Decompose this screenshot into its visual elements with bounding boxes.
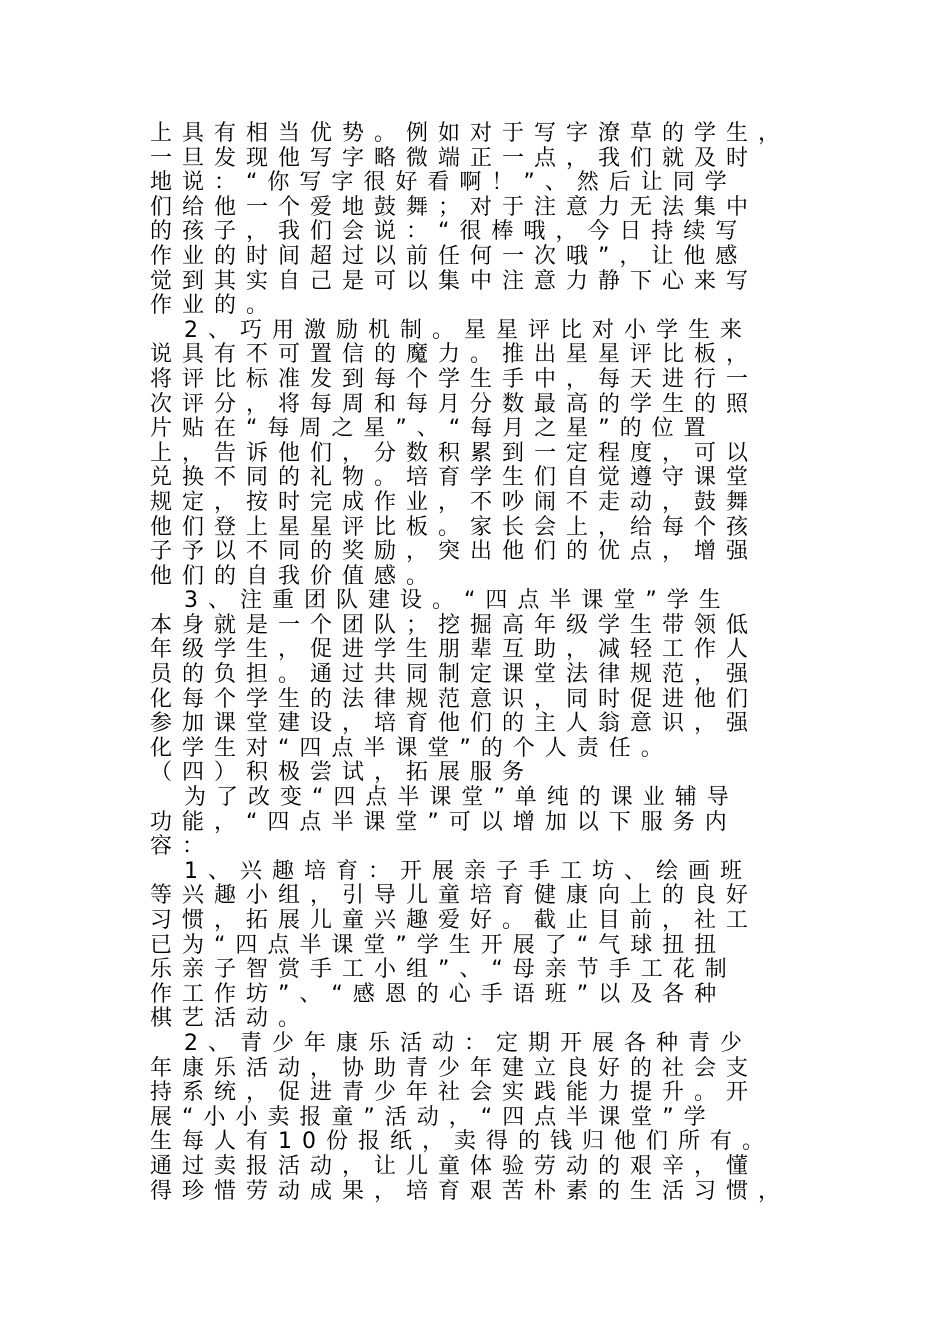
- text-line: 1、兴趣培育：开展亲子手工坊、绘画班: [150, 858, 752, 884]
- text-line: 作业的时间超过以前任何一次哦”，让他感: [150, 243, 748, 269]
- text-line: 乐亲子智赏手工小组”、“母亲节手工花制: [150, 957, 737, 983]
- text-line: 容：: [150, 834, 215, 860]
- text-line: 觉到其实自己是可以集中注意力静下心来写: [150, 268, 759, 294]
- text-line: 棋艺活动。: [150, 1006, 311, 1032]
- text-line: 持系统，促进青少年社会实践能力提升。开: [150, 1080, 759, 1106]
- text-line: 上，告诉他们，分数积累到一定程度，可以: [150, 440, 759, 466]
- text-line: 们给他一个爱地鼓舞；对于注意力无法集中: [150, 194, 759, 220]
- text-line: 片贴在“每周之星”、“每月之星”的位置: [150, 416, 716, 442]
- text-line: 子予以不同的奖励，突出他们的优点，增强: [150, 539, 759, 565]
- text-line: 本身就是一个团队；挖掘高年级学生带领低: [150, 612, 759, 638]
- section-heading: （四）积极尝试，拓展服务: [150, 760, 535, 786]
- text-line: 通过卖报活动，让儿童体验劳动的艰辛，懂: [150, 1153, 759, 1179]
- text-line: 次评分，将每周和每月分数最高的学生的照: [150, 391, 759, 417]
- text-line: 说具有不可置信的魔力。推出星星评比板，: [150, 342, 759, 368]
- text-line: 年级学生，促进学生朋辈互助，减轻工作人: [150, 637, 759, 663]
- text-line: 作工作坊”、“感恩的心手语班”以及各种: [150, 981, 727, 1007]
- text-line: 3、注重团队建设。“四点半课堂”学生: [150, 588, 731, 614]
- text-line: 员的负担。通过共同制定课堂法律规范，强: [150, 662, 759, 688]
- text-line: 上具有相当优势。例如对于写字潦草的学生，: [150, 121, 791, 146]
- text-line: 兑换不同的礼物。培育学生们自觉遵守课堂: [150, 465, 759, 491]
- text-line: 将评比标准发到每个学生手中，每天进行一: [150, 366, 759, 392]
- text-line: 2、青少年康乐活动：定期开展各种青少: [150, 1030, 752, 1056]
- text-line: 展“小小卖报童”活动，“四点半课堂”学: [150, 1104, 716, 1130]
- text-line: 习惯，拓展儿童兴趣爱好。截止目前，社工: [150, 908, 759, 933]
- text-line: 他们的自我价值感。: [150, 563, 439, 589]
- text-line: 2、巧用激励机制。星星评比对小学生来: [150, 317, 752, 343]
- text-line: 地说：“你写字很好看啊！”、然后让同学: [150, 170, 737, 196]
- document-page: [150, 122, 830, 1204]
- text-line: 年康乐活动，协助青少年建立良好的社会支: [150, 1055, 759, 1081]
- text-line: 为了改变“四点半课堂”单纯的课业辅导: [150, 785, 739, 811]
- text-line: 他们登上星星评比板。家长会上，给每个孩: [150, 514, 759, 540]
- text-line: 得珍惜劳动成果，培育艰苦朴素的生活习惯，: [150, 1178, 791, 1204]
- text-line: 的孩子，我们会说：“很棒哦，今日持续写: [150, 219, 748, 245]
- text-line: 一旦发现他写字略微端正一点，我们就及时: [150, 145, 759, 171]
- text-line: 已为“四点半课堂”学生开展了“气球扭扭: [150, 932, 727, 958]
- text-line: 功能，“四点半课堂”可以增加以下服务内: [150, 809, 737, 835]
- text-line: 作业的。: [150, 293, 279, 319]
- text-line: 规定，按时完成作业，不吵闹不走动，鼓舞: [150, 489, 759, 515]
- text-line: 化学生对“四点半课堂”的个人责任。: [150, 735, 673, 761]
- text-line: 生每人有10份报纸，卖得的钱归他们所有。: [150, 1129, 774, 1155]
- text-line: 等兴趣小组，引导儿童培育健康向上的良好: [150, 883, 759, 909]
- text-line: 化每个学生的法律规范意识，同时促进他们: [150, 686, 759, 712]
- text-line: 参加课堂建设，培育他们的主人翁意识，强: [150, 711, 759, 737]
